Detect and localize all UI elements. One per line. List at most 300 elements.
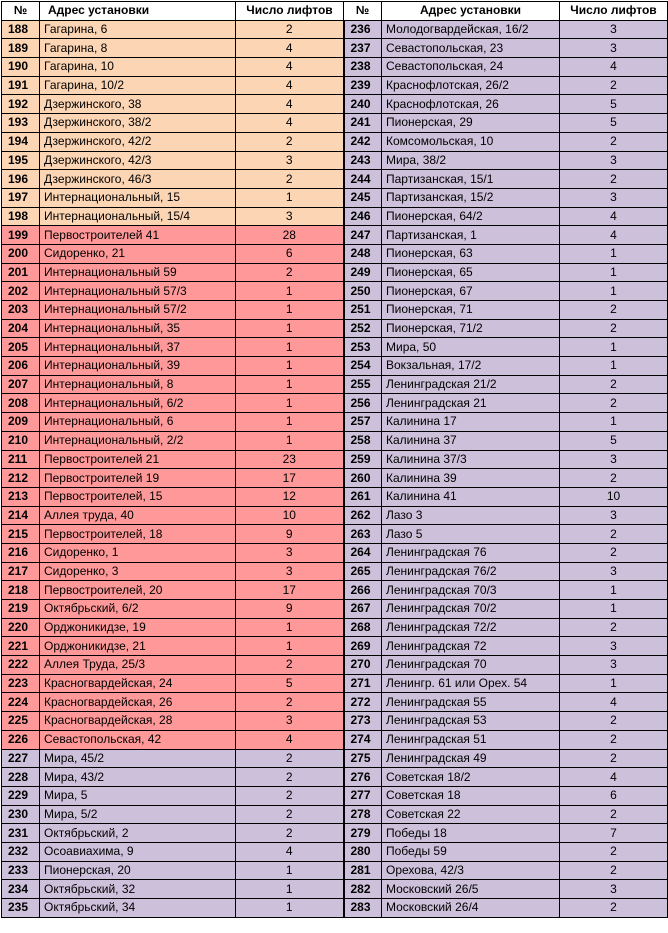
elevator-count-left: 2 — [236, 170, 344, 189]
elevator-count-left: 3 — [236, 151, 344, 170]
elevator-count-right: 1 — [560, 263, 668, 282]
address-left: Октябрьский, 6/2 — [40, 600, 236, 619]
row-number-left: 196 — [2, 170, 40, 189]
address-right: Мира, 50 — [382, 338, 560, 357]
table-row — [2, 861, 668, 880]
row-number-right: 266 — [344, 581, 382, 600]
elevator-count-right: 3 — [560, 151, 668, 170]
elevator-count-left: 1 — [236, 319, 344, 338]
address-right: Ленинградская 76/2 — [382, 562, 560, 581]
elevator-count-left: 2 — [236, 132, 344, 151]
address-left: Дзержинского, 46/3 — [40, 170, 236, 189]
row-number-right: 253 — [344, 338, 382, 357]
elevator-count-left: 23 — [236, 450, 344, 469]
row-number-right: 242 — [344, 132, 382, 151]
address-right: Партизанская, 1 — [382, 226, 560, 245]
elevator-count-right: 4 — [560, 768, 668, 787]
elevator-count-left: 3 — [236, 543, 344, 562]
address-right: Ленинградская 76 — [382, 543, 560, 562]
elevator-count-left: 1 — [236, 357, 344, 376]
address-left: Октябрьский, 34 — [40, 899, 236, 918]
elevator-count-right: 4 — [560, 226, 668, 245]
elevator-count-left: 2 — [236, 768, 344, 787]
row-number-right: 250 — [344, 282, 382, 301]
elevator-count-right: 1 — [560, 674, 668, 693]
row-number-right: 248 — [344, 244, 382, 263]
table-row — [2, 413, 668, 432]
row-number-left: 219 — [2, 600, 40, 619]
table-row — [2, 880, 668, 899]
header-count-right: Число лифтов — [560, 2, 668, 21]
row-number-left: 201 — [2, 263, 40, 282]
table-row — [2, 151, 668, 170]
row-number-left: 195 — [2, 151, 40, 170]
table-row — [2, 805, 668, 824]
table-row — [2, 600, 668, 619]
row-number-left: 209 — [2, 413, 40, 432]
address-right: Пионерская, 63 — [382, 244, 560, 263]
table-row — [2, 263, 668, 282]
table-row — [2, 899, 668, 918]
address-right: Пионерская, 64/2 — [382, 207, 560, 226]
elevator-count-left: 1 — [236, 618, 344, 637]
elevator-count-right: 3 — [560, 880, 668, 899]
address-left: Аллея труда, 40 — [40, 506, 236, 525]
row-number-left: 223 — [2, 674, 40, 693]
elevator-count-left: 1 — [236, 338, 344, 357]
address-right: Советская 18/2 — [382, 768, 560, 787]
elevator-count-left: 4 — [236, 842, 344, 861]
row-number-left: 218 — [2, 581, 40, 600]
elevator-count-left: 12 — [236, 487, 344, 506]
row-number-left: 207 — [2, 375, 40, 394]
row-number-right: 277 — [344, 786, 382, 805]
table-row — [2, 319, 668, 338]
row-number-right: 282 — [344, 880, 382, 899]
elevator-count-right: 2 — [560, 132, 668, 151]
elevator-count-left: 5 — [236, 674, 344, 693]
row-number-left: 197 — [2, 188, 40, 207]
address-left: Интернациональный, 2/2 — [40, 431, 236, 450]
row-number-left: 213 — [2, 487, 40, 506]
elevator-count-right: 1 — [560, 581, 668, 600]
elevator-count-right: 2 — [560, 899, 668, 918]
elevator-count-right: 4 — [560, 58, 668, 77]
row-number-left: 189 — [2, 39, 40, 58]
address-right: Ленинградская 70 — [382, 656, 560, 675]
row-number-right: 246 — [344, 207, 382, 226]
elevator-count-right: 2 — [560, 525, 668, 544]
row-number-right: 244 — [344, 170, 382, 189]
row-number-left: 233 — [2, 861, 40, 880]
table-row — [2, 824, 668, 843]
row-number-left: 228 — [2, 768, 40, 787]
row-number-right: 271 — [344, 674, 382, 693]
row-number-right: 237 — [344, 39, 382, 58]
table-row — [2, 114, 668, 133]
elevator-count-left: 1 — [236, 880, 344, 899]
address-left: Гагарина, 10 — [40, 58, 236, 77]
table-row — [2, 244, 668, 263]
elevator-count-left: 1 — [236, 375, 344, 394]
address-left: Интернациональный 57/3 — [40, 282, 236, 301]
address-left: Октябрьский, 2 — [40, 824, 236, 843]
table-row — [2, 543, 668, 562]
address-left: Первостроителей, 18 — [40, 525, 236, 544]
elevator-count-left: 2 — [236, 263, 344, 282]
address-right: Мира, 38/2 — [382, 151, 560, 170]
row-number-right: 243 — [344, 151, 382, 170]
address-right: Калинина 17 — [382, 413, 560, 432]
row-number-left: 232 — [2, 842, 40, 861]
row-number-left: 188 — [2, 20, 40, 39]
table-row — [2, 39, 668, 58]
table-row — [2, 450, 668, 469]
elevator-count-left: 17 — [236, 581, 344, 600]
header-count-left: Число лифтов — [236, 2, 344, 21]
row-number-left: 193 — [2, 114, 40, 133]
address-right: Партизанская, 15/2 — [382, 188, 560, 207]
elevator-count-right: 3 — [560, 188, 668, 207]
address-left: Дзержинского, 42/2 — [40, 132, 236, 151]
row-number-right: 241 — [344, 114, 382, 133]
table-row — [2, 693, 668, 712]
address-left: Гагарина, 8 — [40, 39, 236, 58]
address-left: Интернациональный 59 — [40, 263, 236, 282]
elevator-count-right: 4 — [560, 207, 668, 226]
row-number-right: 261 — [344, 487, 382, 506]
elevator-count-right: 3 — [560, 20, 668, 39]
table-row — [2, 786, 668, 805]
address-right: Ленинградская 72 — [382, 637, 560, 656]
elevator-count-right: 2 — [560, 712, 668, 731]
address-right: Ленинградская 53 — [382, 712, 560, 731]
elevator-count-right: 1 — [560, 357, 668, 376]
elevator-count-left: 4 — [236, 95, 344, 114]
address-left: Осоавиахима, 9 — [40, 842, 236, 861]
elevator-count-left: 28 — [236, 226, 344, 245]
elevator-count-right: 2 — [560, 76, 668, 95]
address-right: Пионерская, 29 — [382, 114, 560, 133]
table-row — [2, 712, 668, 731]
table-row — [2, 581, 668, 600]
elevator-count-left: 1 — [236, 431, 344, 450]
row-number-left: 222 — [2, 656, 40, 675]
elevator-count-right: 2 — [560, 805, 668, 824]
elevator-count-right: 1 — [560, 338, 668, 357]
row-number-left: 205 — [2, 338, 40, 357]
address-right: Ленинградская 51 — [382, 730, 560, 749]
elevator-table — [1, 1, 668, 918]
address-left: Сидоренко, 3 — [40, 562, 236, 581]
row-number-left: 211 — [2, 450, 40, 469]
address-right: Комсомольская, 10 — [382, 132, 560, 151]
elevator-count-left: 1 — [236, 301, 344, 320]
elevator-count-left: 1 — [236, 637, 344, 656]
address-right: Ленинградская 21 — [382, 394, 560, 413]
table-row — [2, 394, 668, 413]
address-right: Ленинградская 49 — [382, 749, 560, 768]
address-right: Пионерская, 67 — [382, 282, 560, 301]
elevator-count-right: 6 — [560, 786, 668, 805]
elevator-count-left: 2 — [236, 749, 344, 768]
table-row — [2, 469, 668, 488]
row-number-left: 227 — [2, 749, 40, 768]
address-right: Молодогвардейская, 16/2 — [382, 20, 560, 39]
row-number-right: 269 — [344, 637, 382, 656]
row-number-right: 270 — [344, 656, 382, 675]
elevator-count-right: 7 — [560, 824, 668, 843]
address-left: Дзержинского, 38 — [40, 95, 236, 114]
address-right: Советская 22 — [382, 805, 560, 824]
row-number-right: 258 — [344, 431, 382, 450]
header-num-right: № — [344, 2, 382, 21]
row-number-left: 224 — [2, 693, 40, 712]
table-row — [2, 301, 668, 320]
address-left: Первостроителей 19 — [40, 469, 236, 488]
address-right: Краснофлотская, 26/2 — [382, 76, 560, 95]
elevator-count-left: 2 — [236, 824, 344, 843]
address-left: Интернациональный, 15/4 — [40, 207, 236, 226]
address-right: Ленинградская 55 — [382, 693, 560, 712]
elevator-count-right: 2 — [560, 749, 668, 768]
row-number-left: 214 — [2, 506, 40, 525]
table-row — [2, 562, 668, 581]
address-left: Интернациональный, 8 — [40, 375, 236, 394]
elevator-count-right: 1 — [560, 244, 668, 263]
elevator-count-right: 2 — [560, 301, 668, 320]
table-row — [2, 76, 668, 95]
table-row — [2, 338, 668, 357]
address-right: Ленингр. 61 или Орех. 54 — [382, 674, 560, 693]
elevator-count-left: 1 — [236, 413, 344, 432]
address-left: Орджоникидзе, 19 — [40, 618, 236, 637]
table-row — [2, 487, 668, 506]
elevator-count-left: 4 — [236, 39, 344, 58]
row-number-left: 234 — [2, 880, 40, 899]
address-right: Ленинградская 72/2 — [382, 618, 560, 637]
elevator-count-left: 2 — [236, 786, 344, 805]
row-number-right: 272 — [344, 693, 382, 712]
address-right: Пионерская, 65 — [382, 263, 560, 282]
elevator-count-right: 3 — [560, 637, 668, 656]
row-number-left: 225 — [2, 712, 40, 731]
row-number-right: 247 — [344, 226, 382, 245]
elevator-count-left: 4 — [236, 114, 344, 133]
row-number-left: 198 — [2, 207, 40, 226]
address-right: Пионерская, 71 — [382, 301, 560, 320]
row-number-left: 217 — [2, 562, 40, 581]
elevator-count-left: 6 — [236, 244, 344, 263]
elevator-count-right: 3 — [560, 656, 668, 675]
row-number-left: 229 — [2, 786, 40, 805]
elevator-count-right: 3 — [560, 506, 668, 525]
elevator-count-right: 2 — [560, 319, 668, 338]
row-number-left: 231 — [2, 824, 40, 843]
row-number-left: 192 — [2, 95, 40, 114]
elevator-count-right: 2 — [560, 375, 668, 394]
table-row — [2, 749, 668, 768]
address-right: Калинина 41 — [382, 487, 560, 506]
elevator-count-left: 10 — [236, 506, 344, 525]
address-left: Гагарина, 6 — [40, 20, 236, 39]
address-right: Севастопольская, 23 — [382, 39, 560, 58]
address-right: Московский 26/5 — [382, 880, 560, 899]
address-left: Интернациональный, 6/2 — [40, 394, 236, 413]
row-number-right: 239 — [344, 76, 382, 95]
address-right: Орехова, 42/3 — [382, 861, 560, 880]
address-right: Советская 18 — [382, 786, 560, 805]
row-number-right: 281 — [344, 861, 382, 880]
elevator-count-right: 2 — [560, 394, 668, 413]
address-left: Мира, 45/2 — [40, 749, 236, 768]
elevator-count-right: 1 — [560, 413, 668, 432]
address-left: Севастопольская, 42 — [40, 730, 236, 749]
elevator-count-right: 1 — [560, 600, 668, 619]
elevator-count-right: 5 — [560, 95, 668, 114]
address-left: Мира, 43/2 — [40, 768, 236, 787]
table-row — [2, 188, 668, 207]
table-row — [2, 58, 668, 77]
elevator-count-right: 2 — [560, 543, 668, 562]
address-left: Интернациональный, 6 — [40, 413, 236, 432]
row-number-left: 230 — [2, 805, 40, 824]
address-left: Дзержинского, 42/3 — [40, 151, 236, 170]
elevator-count-right: 5 — [560, 431, 668, 450]
elevator-count-left: 1 — [236, 899, 344, 918]
table-row — [2, 375, 668, 394]
row-number-left: 235 — [2, 899, 40, 918]
elevator-count-right: 2 — [560, 469, 668, 488]
row-number-left: 191 — [2, 76, 40, 95]
row-number-right: 255 — [344, 375, 382, 394]
address-right: Ленинградская 21/2 — [382, 375, 560, 394]
row-number-left: 194 — [2, 132, 40, 151]
address-right: Калинина 37/3 — [382, 450, 560, 469]
elevator-count-left: 4 — [236, 76, 344, 95]
row-number-left: 204 — [2, 319, 40, 338]
address-left: Интернациональный, 37 — [40, 338, 236, 357]
row-number-right: 240 — [344, 95, 382, 114]
row-number-left: 212 — [2, 469, 40, 488]
row-number-right: 280 — [344, 842, 382, 861]
row-number-right: 264 — [344, 543, 382, 562]
address-left: Первостроителей 21 — [40, 450, 236, 469]
table-row — [2, 170, 668, 189]
address-left: Сидоренко, 21 — [40, 244, 236, 263]
elevator-count-right: 5 — [560, 114, 668, 133]
address-left: Мира, 5/2 — [40, 805, 236, 824]
row-number-left: 215 — [2, 525, 40, 544]
elevator-count-left: 1 — [236, 188, 344, 207]
row-number-right: 263 — [344, 525, 382, 544]
address-left: Интернациональный 57/2 — [40, 301, 236, 320]
row-number-right: 236 — [344, 20, 382, 39]
table-row — [2, 207, 668, 226]
header-address-right: Адрес установки — [382, 2, 560, 21]
elevator-count-right: 2 — [560, 170, 668, 189]
elevator-count-left: 17 — [236, 469, 344, 488]
row-number-right: 245 — [344, 188, 382, 207]
row-number-right: 283 — [344, 899, 382, 918]
elevator-count-right: 3 — [560, 39, 668, 58]
address-right: Ленинградская 70/3 — [382, 581, 560, 600]
address-left: Сидоренко, 1 — [40, 543, 236, 562]
elevator-count-left: 3 — [236, 207, 344, 226]
table-row — [2, 226, 668, 245]
table-row — [2, 618, 668, 637]
row-number-right: 274 — [344, 730, 382, 749]
address-left: Аллея Труда, 25/3 — [40, 656, 236, 675]
table-body — [2, 20, 668, 917]
elevator-count-left: 3 — [236, 712, 344, 731]
row-number-right: 267 — [344, 600, 382, 619]
elevator-count-left: 2 — [236, 656, 344, 675]
row-number-right: 268 — [344, 618, 382, 637]
address-left: Гагарина, 10/2 — [40, 76, 236, 95]
elevator-count-left: 1 — [236, 282, 344, 301]
elevator-count-right: 3 — [560, 450, 668, 469]
table-row — [2, 282, 668, 301]
row-number-right: 256 — [344, 394, 382, 413]
elevator-count-left: 4 — [236, 730, 344, 749]
address-left: Интернациональный, 39 — [40, 357, 236, 376]
row-number-left: 206 — [2, 357, 40, 376]
elevator-count-right: 1 — [560, 282, 668, 301]
address-right: Вокзальная, 17/2 — [382, 357, 560, 376]
elevator-count-right: 2 — [560, 618, 668, 637]
elevator-count-right: 2 — [560, 730, 668, 749]
address-left: Красногвардейская, 24 — [40, 674, 236, 693]
address-right: Партизанская, 15/1 — [382, 170, 560, 189]
table-row — [2, 768, 668, 787]
address-left: Интернациональный, 35 — [40, 319, 236, 338]
table-row — [2, 20, 668, 39]
address-right: Московский 26/4 — [382, 899, 560, 918]
elevator-count-right: 10 — [560, 487, 668, 506]
row-number-left: 220 — [2, 618, 40, 637]
address-left: Интернациональный, 15 — [40, 188, 236, 207]
row-number-right: 252 — [344, 319, 382, 338]
row-number-right: 265 — [344, 562, 382, 581]
row-number-left: 190 — [2, 58, 40, 77]
table-row — [2, 730, 668, 749]
row-number-right: 278 — [344, 805, 382, 824]
table-row — [2, 525, 668, 544]
address-left: Октябрьский, 32 — [40, 880, 236, 899]
address-right: Калинина 39 — [382, 469, 560, 488]
address-right: Победы 18 — [382, 824, 560, 843]
elevator-count-left: 1 — [236, 394, 344, 413]
address-left: Красногвардейская, 26 — [40, 693, 236, 712]
elevator-count-right: 3 — [560, 562, 668, 581]
row-number-right: 254 — [344, 357, 382, 376]
address-right: Калинина 37 — [382, 431, 560, 450]
row-number-left: 208 — [2, 394, 40, 413]
elevator-count-left: 2 — [236, 693, 344, 712]
row-number-right: 276 — [344, 768, 382, 787]
elevator-count-left: 9 — [236, 600, 344, 619]
address-left: Мира, 5 — [40, 786, 236, 805]
elevator-count-right: 2 — [560, 861, 668, 880]
elevator-count-left: 9 — [236, 525, 344, 544]
elevator-count-left: 3 — [236, 562, 344, 581]
elevator-count-left: 2 — [236, 20, 344, 39]
address-left: Красногвардейская, 28 — [40, 712, 236, 731]
table-row — [2, 357, 668, 376]
table-row — [2, 506, 668, 525]
address-left: Орджоникидзе, 21 — [40, 637, 236, 656]
